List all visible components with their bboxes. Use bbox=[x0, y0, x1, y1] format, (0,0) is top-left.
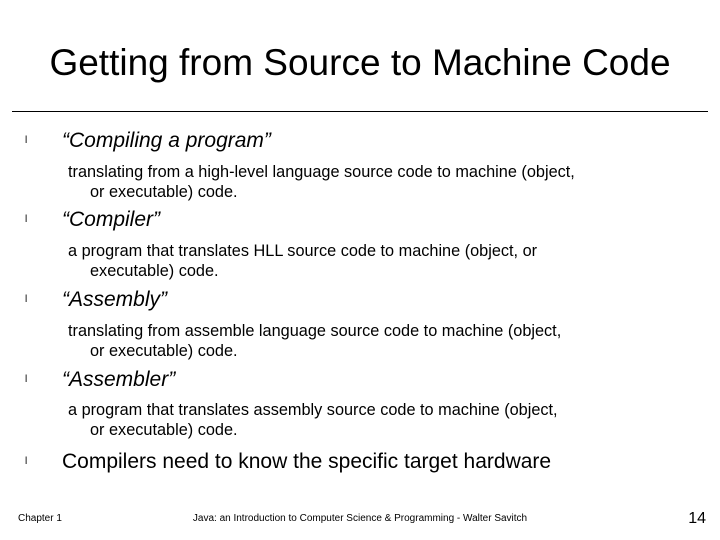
bullet-icon: l bbox=[25, 135, 28, 146]
definition-compiling-a-program bbox=[68, 162, 575, 202]
definition-line: a program that translates assembly source code to machine (object, bbox=[68, 401, 558, 419]
bullet-icon: l bbox=[25, 374, 28, 385]
definition-line: translating from assemble language source code to machine (object, bbox=[68, 322, 562, 340]
statement-compilers-target-hardware: Compilers need to know the specific target hardware bbox=[62, 450, 552, 473]
definition-line: executable) code. bbox=[90, 262, 219, 280]
term-compiler: “Compiler” bbox=[62, 208, 161, 231]
term-compiling-a-program: “Compiling a program” bbox=[62, 129, 271, 152]
bullet-icon: l bbox=[25, 294, 28, 305]
definition-compiler bbox=[68, 241, 537, 281]
definition-assembler bbox=[68, 400, 558, 440]
definition-line: or executable) code. bbox=[90, 183, 238, 201]
term-assembler: “Assembler” bbox=[62, 368, 176, 391]
term-assembly: “Assembly” bbox=[62, 288, 168, 311]
bullet-icon: l bbox=[25, 214, 28, 225]
footer-chapter: Chapter 1 bbox=[18, 513, 62, 524]
page-number: 14 bbox=[688, 510, 706, 527]
definition-line: or executable) code. bbox=[90, 421, 238, 439]
definition-line: translating from a high-level language source code to machine (object, bbox=[68, 163, 575, 181]
title-divider bbox=[12, 111, 708, 112]
footer-book-title: Java: an Introduction to Computer Science & Programming - Walter Savitch bbox=[192, 513, 528, 524]
definition-line: a program that translates HLL source code to machine (object, or bbox=[68, 242, 538, 260]
definition-assembly bbox=[68, 321, 561, 361]
definition-line: or executable) code. bbox=[90, 342, 238, 360]
bullet-icon: l bbox=[25, 456, 28, 467]
slide-title: Getting from Source to Machine Code bbox=[49, 42, 671, 83]
